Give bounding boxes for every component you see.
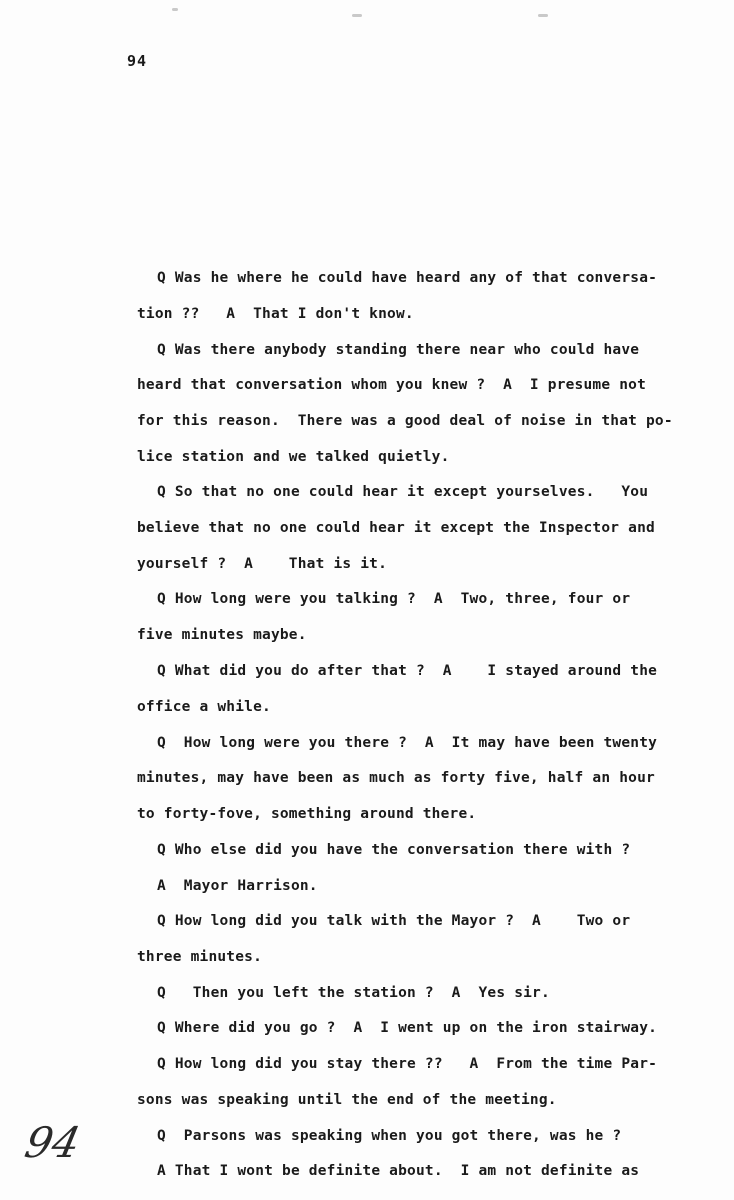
transcript-line: believe that no one could hear it except the Inspector and xyxy=(137,520,655,536)
handwritten-page-number: 94 xyxy=(20,1118,85,1167)
transcript-line: Q How long did you stay there ?? A From the time Par- xyxy=(157,1056,658,1072)
transcript-line: tion ?? A That I don't know. xyxy=(137,306,414,322)
transcript-line: Q Was there anybody standing there near who could have xyxy=(157,342,640,358)
transcript-line: Q So that no one could hear it except yourselves. You xyxy=(157,484,649,500)
transcript-line: Q Where did you go ? A I went up on the iron stairway. xyxy=(157,1020,658,1036)
paper-speck xyxy=(538,14,548,17)
transcript-line: Q How long did you talk with the Mayor ? A Two or xyxy=(157,913,631,929)
transcript-line: office a while. xyxy=(137,699,271,715)
transcript-line: Q How long were you talking ? A Two, three, four or xyxy=(157,591,631,607)
transcript-line: Q How long were you there ? A It may have been twenty xyxy=(157,735,658,751)
transcript-line: Q Then you left the station ? A Yes sir. xyxy=(157,985,550,1001)
transcript-line: to forty-fove, something around there. xyxy=(137,806,477,822)
transcript-line: A That I wont be definite about. I am not definite as xyxy=(157,1163,640,1179)
transcript-line: Q Who else did you have the conversation there with ? xyxy=(157,842,631,858)
transcript-line: three minutes. xyxy=(137,949,263,965)
transcript-line: Q Was he where he could have heard any of that conversa- xyxy=(157,270,658,286)
transcript-line: sons was speaking until the end of the meeting. xyxy=(137,1092,557,1108)
transcript-line: for this reason. There was a good deal of noise in that po- xyxy=(137,413,673,429)
transcript-line: heard that conversation whom you knew ? A I presume not xyxy=(137,377,646,393)
transcript-line: five minutes maybe. xyxy=(137,627,307,643)
transcript-line: minutes, may have been as much as forty five, half an hour xyxy=(137,770,655,786)
transcript-line: Q What did you do after that ? A I stayed around the xyxy=(157,663,658,679)
paper-speck xyxy=(172,8,178,11)
transcript-line: A Mayor Harrison. xyxy=(157,878,318,894)
paper-speck xyxy=(352,14,362,17)
transcript-line: Q Parsons was speaking when you got there, was he ? xyxy=(157,1128,622,1144)
transcript-line: lice station and we talked quietly. xyxy=(137,449,450,465)
transcript-line: yourself ? A That is it. xyxy=(137,556,388,572)
page-number: 94 xyxy=(127,52,148,70)
